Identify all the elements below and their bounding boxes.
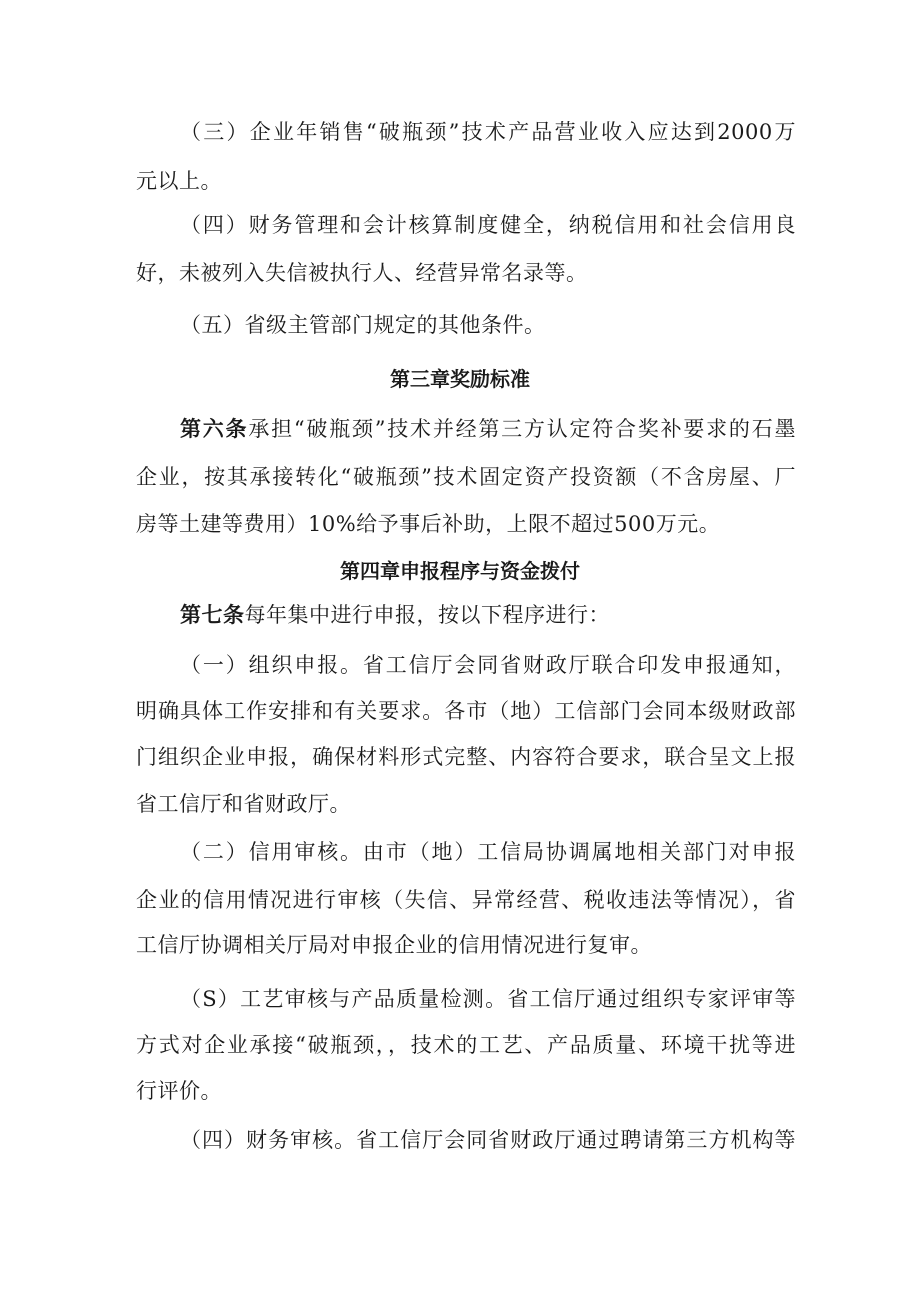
step1-line1: （一）组织申报。省工信厅会同省财政厅联合印发申报通知， [180, 653, 796, 677]
article6-line2: 企业，按其承接转化“破瓶颈”技术固定资产投资额（不含房屋、厂 [136, 465, 796, 489]
step3-line2: 方式对企业承接“破瓶颈，，技术的工艺、产品质量、环境干扰等进 [136, 1033, 796, 1057]
para5-line1: （五）省级主管部门规定的其他条件。 [180, 313, 546, 337]
para4-line1: （四）财务管理和会计核算制度健全，纳税信用和社会信用良 [180, 213, 796, 237]
step4-line1: （四）财务审核。省工信厅会同省财政厅通过聘请第三方机构等 [180, 1128, 796, 1152]
article6-line1 [180, 414, 796, 444]
chapter4-title: 第四章申报程序与资金拨付 [340, 559, 580, 583]
article6-label: 第六条 [180, 417, 249, 441]
step3-line3: 行评价。 [136, 1079, 222, 1103]
step1-line3: 门组织企业申报，确保材料形式完整、内容符合要求，联合呈文上报 [136, 745, 796, 769]
article6-line3: 房等土建等费用）10%给予事后补助，上限不超过500万元。 [136, 512, 721, 536]
article6-line1-text: 承担“破瓶颈”技术并经第三方认定符合奖补要求的石墨 [248, 417, 796, 441]
para3-line1: （三）企业年销售“破瓶颈”技术产品营业收入应达到2000万 [180, 120, 796, 144]
step1-line2: 明确具体工作安排和有关要求。各市（地）工信部门会同本级财政部 [136, 699, 796, 723]
step3-line1: （S）工艺审核与产品质量检测。省工信厅通过组织专家评审等 [180, 987, 796, 1011]
step2-line1: （二）信用审核。由市（地）工信局协调属地相关部门对申报 [180, 840, 796, 864]
step2-line2: 企业的信用情况进行审核（失信、异常经营、税收违法等情况），省 [136, 888, 796, 912]
para4-line2: 好，未被列入失信被执行人、经营异常名录等。 [136, 261, 588, 285]
chapter3-title: 第三章奖励标准 [390, 367, 530, 391]
article7-line1-text: 每年集中进行申报，按以下程序进行： [244, 603, 610, 627]
article7-label: 第七条 [180, 603, 245, 627]
para3-line2: 元以上。 [136, 169, 222, 193]
step1-line4: 省工信厅和省财政厅。 [136, 792, 351, 816]
article7-line1 [180, 600, 796, 630]
step2-line3: 工信厅协调相关厅局对申报企业的信用情况进行复审。 [136, 933, 652, 957]
